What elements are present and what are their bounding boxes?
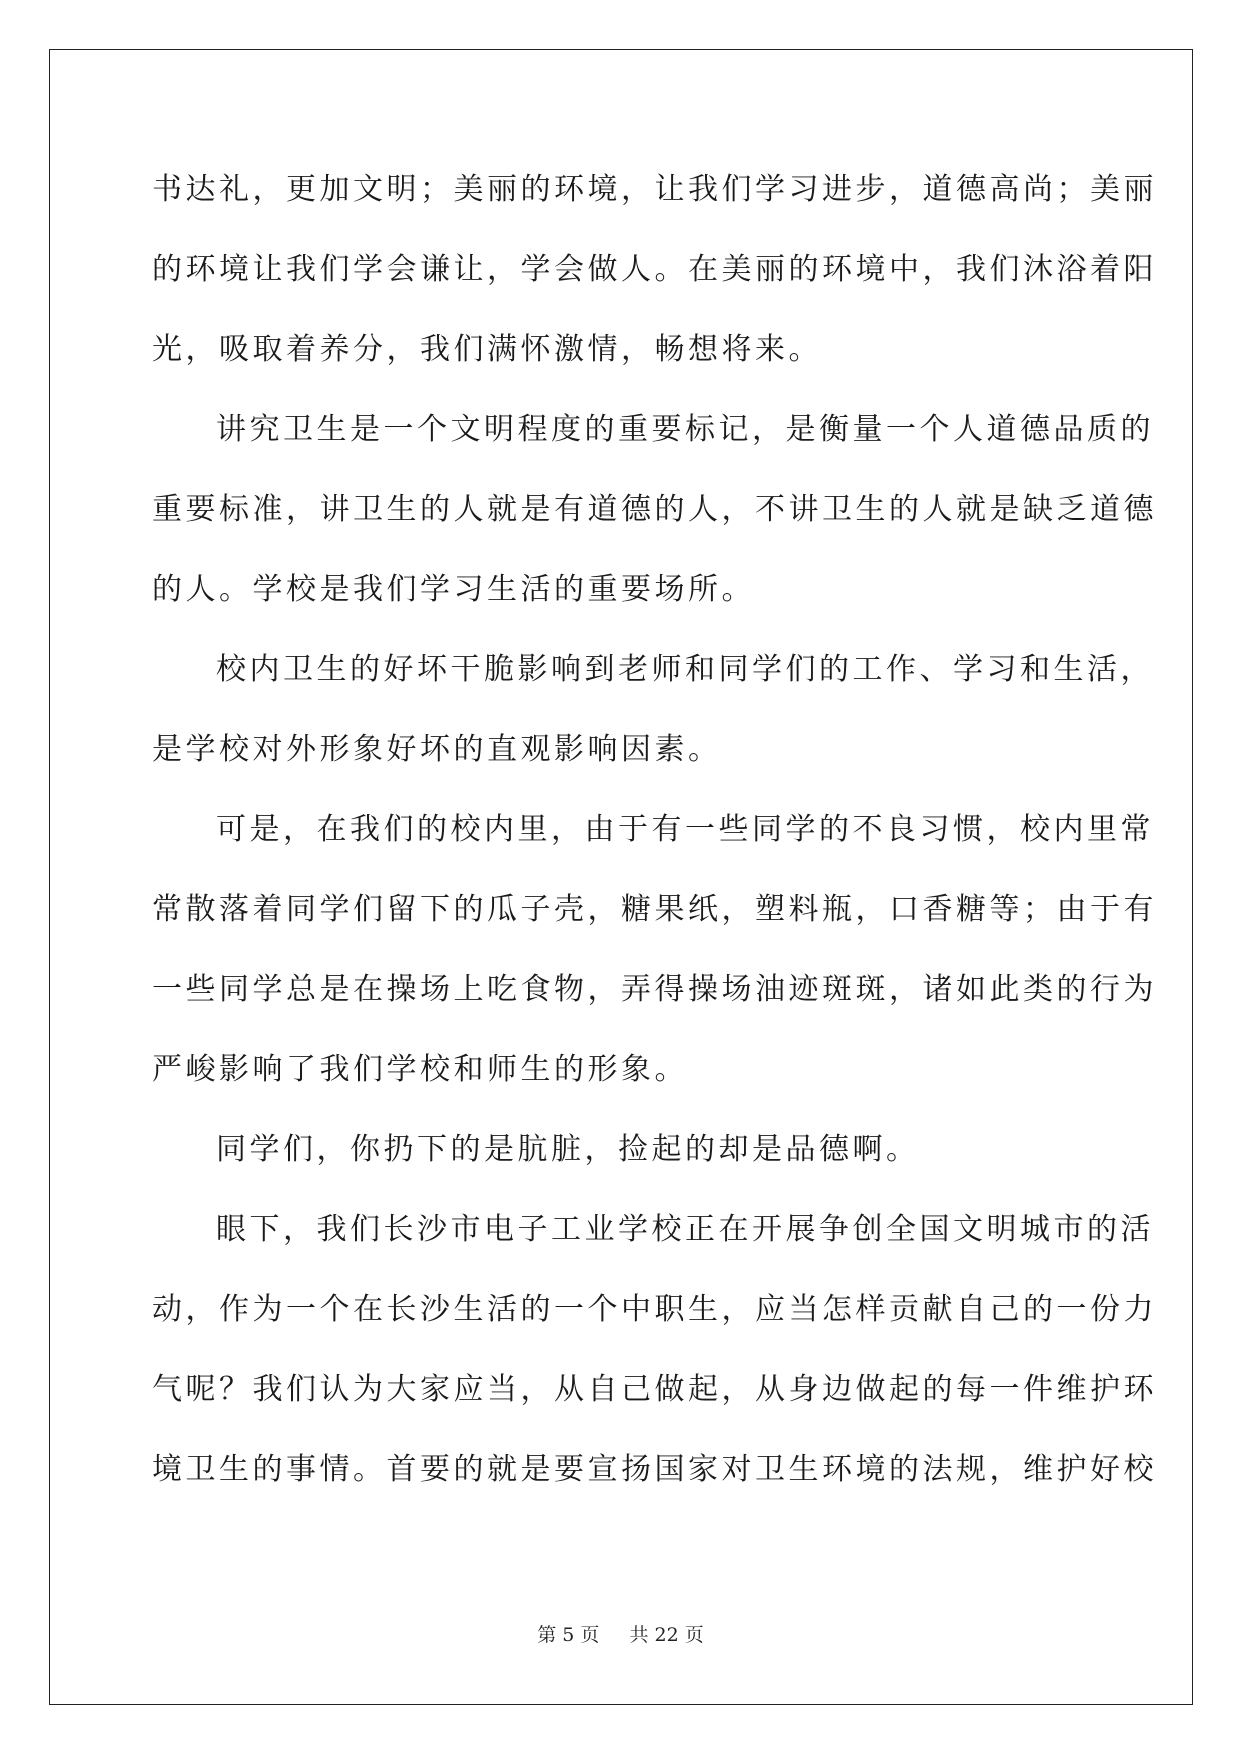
text-line: 一些同学总是在操场上吃食物，弄得操场油迹斑斑，诸如此类的行为 <box>152 972 1157 1007</box>
page-total: 共 22 页 <box>629 1624 704 1646</box>
text-line: 的人。学校是我们学习生活的重要场所。 <box>152 572 755 607</box>
page-number: 第 5 页 <box>537 1624 600 1646</box>
paragraph-first-line: 讲究卫生是一个文明程度的重要标记，是衡量一个人道德品质的 <box>216 412 1154 447</box>
text-line: 气呢？我们认为大家应当，从自己做起，从身边做起的每一件维护环 <box>152 1372 1157 1407</box>
text-line: 境卫生的事情。首要的就是要宣扬国家对卫生环境的法规，维护好校 <box>152 1452 1157 1487</box>
paragraph-first-line: 眼下，我们长沙市电子工业学校正在开展争创全国文明城市的活 <box>216 1212 1154 1247</box>
text-line: 常散落着同学们留下的瓜子壳，糖果纸，塑料瓶，口香糖等；由于有 <box>152 892 1157 927</box>
paragraph-first-line: 校内卫生的好坏干脆影响到老师和同学们的工作、学习和生活， <box>216 652 1154 687</box>
text-line: 重要标准，讲卫生的人就是有道德的人，不讲卫生的人就是缺乏道德 <box>152 492 1157 527</box>
text-line: 动，作为一个在长沙生活的一个中职生，应当怎样贡献自己的一份力 <box>152 1292 1157 1327</box>
text-line: 是学校对外形象好坏的直观影响因素。 <box>152 732 722 767</box>
text-line: 严峻影响了我们学校和师生的形象。 <box>152 1052 688 1087</box>
page-footer <box>0 1620 1241 1647</box>
text-line: 光，吸取着养分，我们满怀激情，畅想将来。 <box>152 332 822 367</box>
text-line: 书达礼，更加文明；美丽的环境，让我们学习进步，道德高尚；美丽 <box>152 172 1157 207</box>
text-line: 的环境让我们学会谦让，学会做人。在美丽的环境中，我们沐浴着阳 <box>152 252 1157 287</box>
paragraph-first-line: 同学们，你扔下的是肮脏，捡起的却是品德啊。 <box>216 1132 920 1167</box>
paragraph-first-line: 可是，在我们的校内里，由于有一些同学的不良习惯，校内里常 <box>216 812 1154 847</box>
document-body <box>152 150 1157 1510</box>
